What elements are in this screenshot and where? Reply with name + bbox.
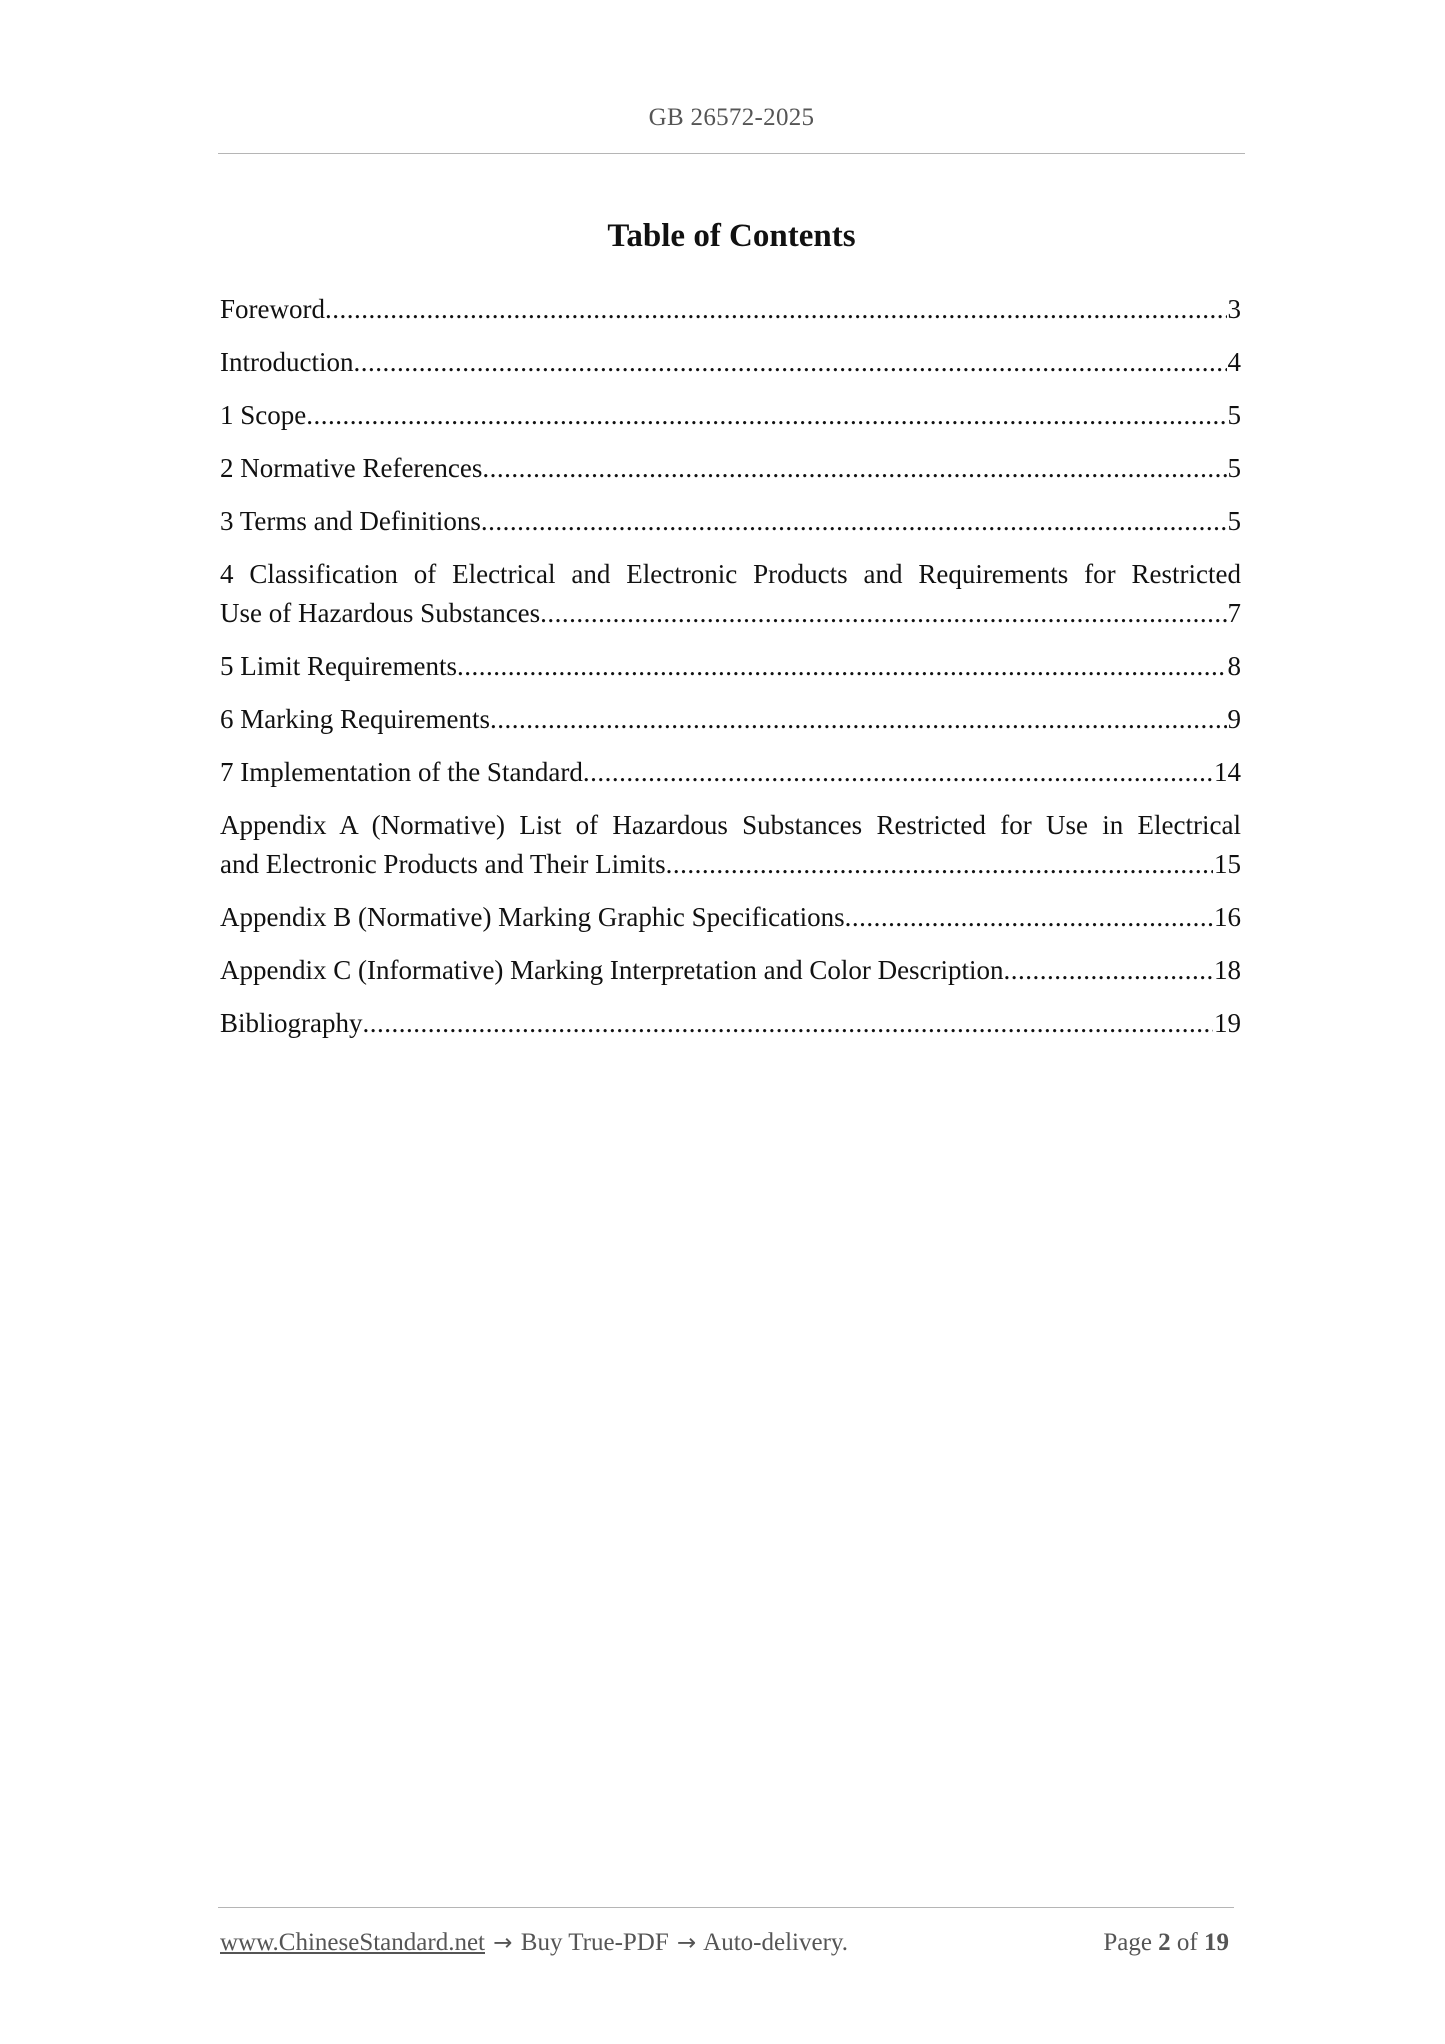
toc-entry-page: 5 bbox=[1227, 453, 1241, 483]
footer-promo bbox=[220, 1929, 848, 1957]
toc-entry-label: 6 Marking Requirements bbox=[220, 704, 490, 734]
toc-entry-label: 7 Implementation of the Standard bbox=[220, 757, 583, 787]
toc-entry-appendix-a[interactable] bbox=[220, 806, 1241, 884]
toc-entry-label: 1 Scope bbox=[220, 400, 307, 430]
toc-entry-label: Foreword bbox=[220, 294, 325, 324]
website-link[interactable]: www.ChineseStandard.net bbox=[220, 1929, 485, 1956]
toc-leader-dots bbox=[306, 396, 1226, 435]
toc-entry-page: 19 bbox=[1214, 1008, 1241, 1038]
toc-entry-label: and Electronic Products and Their Limits bbox=[220, 849, 666, 879]
toc-entry-page: 5 bbox=[1227, 400, 1241, 430]
toc-entry-label-line1: Appendix A (Normative) List of Hazardous Substances Restricted for Use in Electrical bbox=[220, 810, 1241, 840]
toc-entry-label-line1: 4 Classification of Electrical and Electronic Products and Requirements for Restricted bbox=[220, 559, 1241, 589]
toc-leader-dots bbox=[666, 845, 1213, 884]
toc-entry-label: 5 Limit Requirements bbox=[220, 651, 457, 681]
toc-entry-label: Bibliography bbox=[220, 1008, 363, 1038]
header-standard-code: GB 26572-2025 bbox=[648, 104, 815, 131]
toc-leader-dots bbox=[540, 594, 1226, 633]
arrow-right-icon: → bbox=[493, 1930, 513, 1956]
toc-entry-page: 14 bbox=[1214, 757, 1241, 787]
toc-leader-dots bbox=[363, 1004, 1214, 1043]
toc-leader-dots bbox=[457, 647, 1227, 686]
toc-entry-page: 7 bbox=[1227, 598, 1241, 628]
toc-entry-label: Introduction bbox=[220, 347, 354, 377]
toc-entry-label: Appendix B (Normative) Marking Graphic Specifications bbox=[220, 902, 845, 932]
toc-entry-terms-definitions[interactable] bbox=[220, 502, 1241, 541]
auto-delivery-text: Auto-delivery. bbox=[703, 1929, 849, 1956]
page-current: 2 bbox=[1158, 1929, 1171, 1956]
toc-entry-appendix-c[interactable] bbox=[220, 951, 1241, 990]
footer-divider bbox=[218, 1907, 1234, 1908]
toc-entry-limit-requirements[interactable] bbox=[220, 647, 1241, 686]
toc-leader-dots bbox=[353, 343, 1226, 382]
toc-title: Table of Contents bbox=[607, 218, 856, 254]
toc-entry-page: 18 bbox=[1214, 955, 1241, 985]
toc-entry-introduction[interactable] bbox=[220, 343, 1241, 382]
toc-entry-label: Use of Hazardous Substances bbox=[220, 598, 541, 628]
toc-entry-appendix-b[interactable] bbox=[220, 898, 1241, 937]
toc-entry-page: 4 bbox=[1227, 347, 1241, 377]
toc-entry-label: Appendix C (Informative) Marking Interpretation and Color Description bbox=[220, 955, 1004, 985]
toc-entry-page: 8 bbox=[1227, 651, 1241, 681]
toc-list bbox=[220, 290, 1241, 1057]
toc-leader-dots bbox=[1004, 951, 1213, 990]
toc-entry-label: 2 Normative References bbox=[220, 453, 483, 483]
toc-entry-page: 9 bbox=[1227, 704, 1241, 734]
toc-entry-page: 3 bbox=[1227, 294, 1241, 324]
page-label: Page bbox=[1103, 1929, 1152, 1956]
page-number bbox=[1103, 1929, 1229, 1957]
page-of: of bbox=[1176, 1929, 1198, 1956]
toc-entry-normative-references[interactable] bbox=[220, 449, 1241, 488]
toc-leader-dots bbox=[482, 449, 1226, 488]
toc-entry-page: 15 bbox=[1214, 849, 1241, 879]
toc-leader-dots bbox=[845, 898, 1213, 937]
toc-leader-dots bbox=[583, 753, 1213, 792]
arrow-right-icon: → bbox=[677, 1930, 697, 1956]
buy-pdf-text: Buy True-PDF bbox=[520, 1929, 669, 1956]
toc-entry-classification[interactable] bbox=[220, 555, 1241, 633]
toc-entry-page: 16 bbox=[1214, 902, 1241, 932]
toc-entry-bibliography[interactable] bbox=[220, 1004, 1241, 1043]
header-divider bbox=[218, 153, 1245, 154]
toc-entry-label: 3 Terms and Definitions bbox=[220, 506, 481, 536]
toc-entry-page: 5 bbox=[1227, 506, 1241, 536]
page-total: 19 bbox=[1204, 1929, 1229, 1956]
toc-entry-scope[interactable] bbox=[220, 396, 1241, 435]
toc-entry-foreword[interactable] bbox=[220, 290, 1241, 329]
toc-entry-implementation[interactable] bbox=[220, 753, 1241, 792]
toc-leader-dots bbox=[490, 700, 1227, 739]
toc-leader-dots bbox=[325, 290, 1227, 329]
toc-leader-dots bbox=[481, 502, 1227, 541]
toc-entry-marking-requirements[interactable] bbox=[220, 700, 1241, 739]
